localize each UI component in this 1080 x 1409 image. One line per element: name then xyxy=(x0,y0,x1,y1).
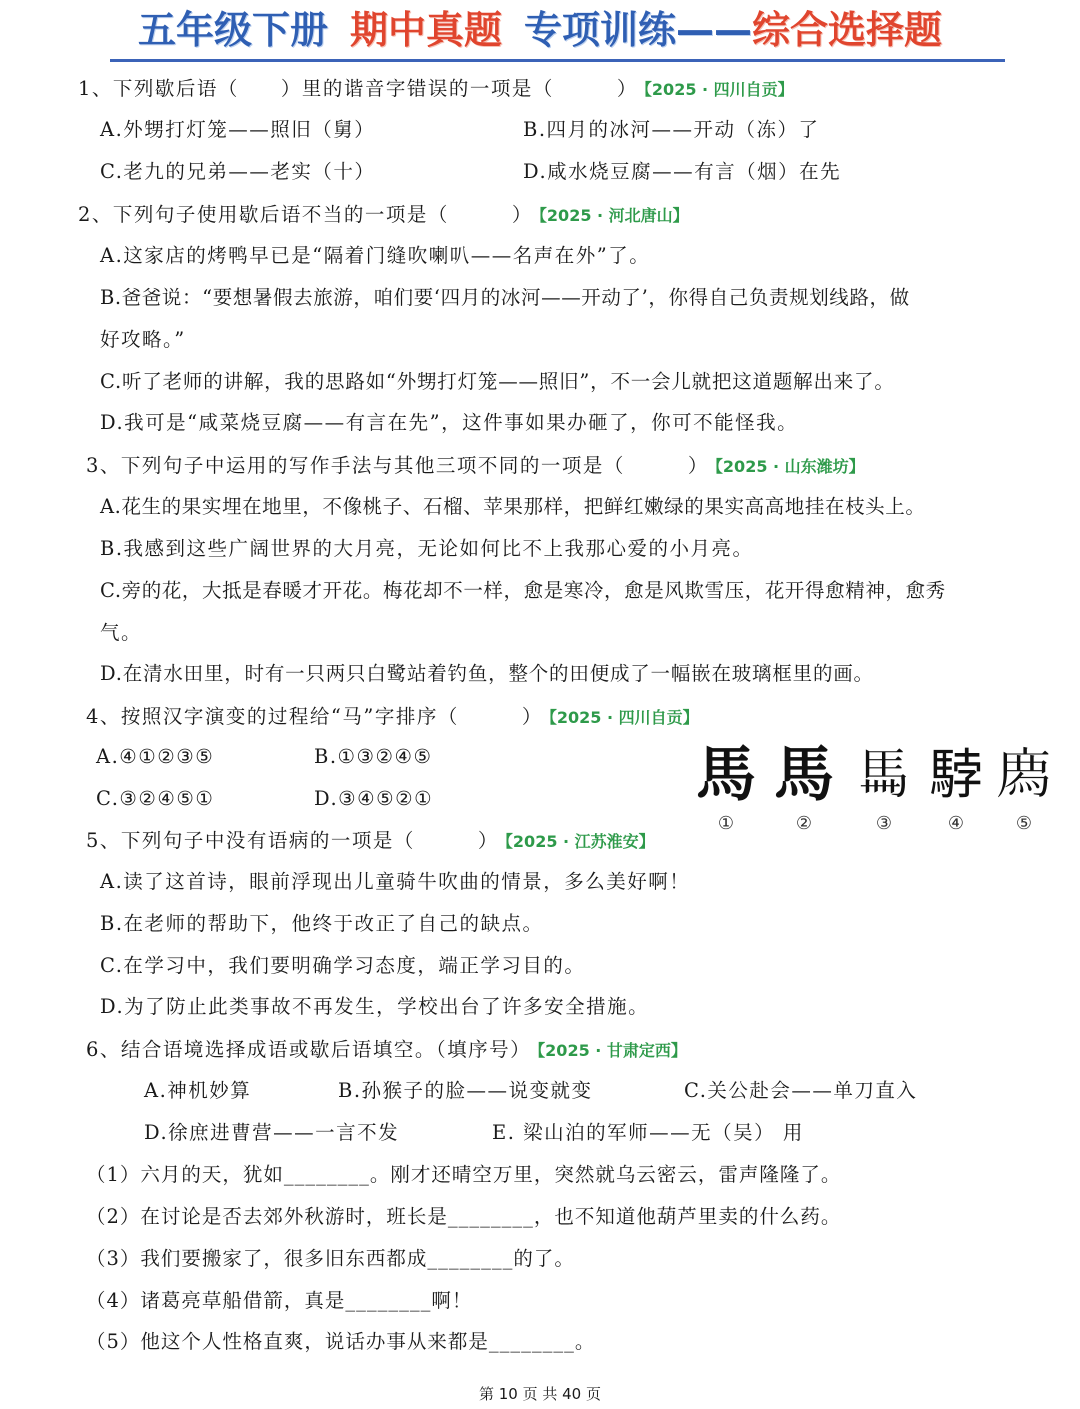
horse-glyph-number-1: ① xyxy=(717,813,735,834)
q1-source: 【2025 · 四川自贡】 xyxy=(643,80,794,99)
q4-source: 【2025 · 四川自贡】 xyxy=(548,708,699,727)
horse-glyph-number-2: ② xyxy=(795,813,813,834)
q6-sentence-3: （3）我们要搬家了，很多旧东西都成________的了。 xyxy=(86,1247,575,1270)
q1-option-c: C.老九的兄弟——老实（十） xyxy=(100,160,376,183)
q4-stem: 4、按照汉字演变的过程给“马”字排序（ ） 【2025 · 四川自贡】 xyxy=(86,705,699,728)
q6-choice-e: E. 梁山泊的军师——无（吴） 用 xyxy=(492,1121,804,1144)
q5-source: 【2025 · 江苏淮安】 xyxy=(504,832,655,851)
q6-stem: 6、结合语境选择成语或歇后语填空。（填序号） 【2025 · 甘肃定西】 xyxy=(86,1038,687,1061)
horse-glyph-5: 𢊁 xyxy=(997,743,1051,806)
horse-glyph-1: 馬 xyxy=(696,740,756,810)
q1-option-d: D.咸水烧豆腐——有言（烟）在先 xyxy=(523,160,842,183)
q5-option-c: C.在学习中，我们要明确学习态度，端正学习目的。 xyxy=(100,954,586,977)
q4-option-c: C.③②④⑤① xyxy=(96,787,215,810)
q6-sentence-4: （4）诸葛亮草船借箭，真是________啊！ xyxy=(86,1289,473,1312)
title-underline xyxy=(110,59,1005,62)
horse-glyph-number-3: ③ xyxy=(875,813,893,834)
q6-choice-b: B.孙猴子的脸——说变就变 xyxy=(338,1079,593,1102)
q2-option-c: C.听了老师的讲解，我的思路如“外甥打灯笼——照旧”，不一会儿就把这道题解出来了。 xyxy=(100,370,895,393)
title-exam: 期中真题 xyxy=(349,8,502,52)
horse-glyph-2: 馬 xyxy=(774,740,834,810)
q2-source: 【2025 · 河北唐山】 xyxy=(538,206,689,225)
horse-character-evolution-figure xyxy=(685,740,1055,840)
q5-option-a: A.读了这首诗，眼前浮现出儿童骑牛吹曲的情景，多么美好啊！ xyxy=(100,870,691,893)
q2-option-b-line2: 好攻略。” xyxy=(100,328,186,351)
q1-option-a: A.外甥打灯笼——照旧（舅） xyxy=(100,118,376,141)
q2-option-a: A.这家店的烤鸭早已是“隔着门缝吹喇叭——名声在外”了。 xyxy=(100,244,651,267)
q5-stem: 5、下列句子中没有语病的一项是（ ） 【2025 · 江苏淮安】 xyxy=(86,829,655,852)
q5-option-d: D.为了防止此类事故不再发生，学校出台了许多安全措施。 xyxy=(100,995,650,1018)
q2-option-b-line1: B.爸爸说：“要想暑假去旅游，咱们要‘四月的冰河——开动了’，你得自己负责规划线路，做 xyxy=(100,286,910,309)
q4-option-a: A.④①②③⑤ xyxy=(96,745,215,768)
q3-stem: 3、下列句子中运用的写作手法与其他三项不同的一项是（ ） 【2025 · 山东潍坊】 xyxy=(86,454,865,477)
q3-option-d: D.在清水田里，时有一只两只白鹭站着钓鱼，整个的田便成了一幅嵌在玻璃框里的画。 xyxy=(100,662,874,685)
q4-option-b: B.①③②④⑤ xyxy=(314,745,433,768)
q6-sentence-1: （1）六月的天，犹如________。刚才还晴空万里，突然就乌云密云，雷声隆隆了。 xyxy=(86,1163,842,1186)
q4-option-d: D.③④⑤②① xyxy=(314,787,434,810)
q2-stem: 2、下列句子使用歇后语不当的一项是（ ） 【2025 · 河北唐山】 xyxy=(78,203,689,226)
q1-stem: 1、下列歇后语（ ）里的谐音字错误的一项是（ ） 【2025 · 四川自贡】 xyxy=(78,77,794,100)
horse-glyph-number-5: ⑤ xyxy=(1015,813,1033,834)
q3-option-c-line1: C.旁的花，大抵是春暖才开花。梅花却不一样，愈是寒冷，愈是风欺雪压，花开得愈精神，愈秀 xyxy=(100,579,946,602)
title-training: 专项训练—— xyxy=(524,8,753,52)
q2-option-d: D.我可是“咸菜烧豆腐——有言在先”，这件事如果办砸了，你可不能怪我。 xyxy=(100,411,799,434)
title-grade: 五年级下册 xyxy=(137,8,328,52)
q6-choice-c: C.关公赴会——单刀直入 xyxy=(684,1079,918,1102)
q3-option-a: A.花生的果实埋在地里，不像桃子、石榴、苹果那样，把鲜红嫩绿的果实高高地挂在枝头上。 xyxy=(100,495,926,518)
horse-glyph-3: 𩡧 xyxy=(857,743,911,806)
q3-option-b: B.我感到这些广阔世界的大月亮，无论如何比不上我那心爱的小月亮。 xyxy=(100,537,754,560)
horse-glyph-4: 𩣡 xyxy=(929,743,983,806)
q5-option-b: B.在老师的帮助下，他终于改正了自己的缺点。 xyxy=(100,912,544,935)
q6-source: 【2025 · 甘肃定西】 xyxy=(537,1041,687,1060)
q6-choice-d: D.徐庶进曹营——一言不发 xyxy=(144,1121,400,1144)
q3-option-c-line2: 气。 xyxy=(100,621,143,644)
title-topic: 综合选择题 xyxy=(752,8,943,52)
q3-source: 【2025 · 山东潍坊】 xyxy=(714,457,865,476)
page-number: 第 10 页 共 40 页 xyxy=(478,1385,601,1403)
page-title xyxy=(0,4,1080,56)
q6-choice-a: A.神机妙算 xyxy=(144,1079,252,1102)
q6-sentence-5: （5）他这个人性格直爽，说话办事从来都是________。 xyxy=(86,1330,596,1353)
q1-option-b: B.四月的冰河——开动（冻）了 xyxy=(523,118,820,141)
horse-glyph-number-4: ④ xyxy=(947,813,965,834)
q6-sentence-2: （2）在讨论是否去郊外秋游时，班长是________，也不知道他葫芦里卖的什么药。 xyxy=(86,1205,842,1228)
